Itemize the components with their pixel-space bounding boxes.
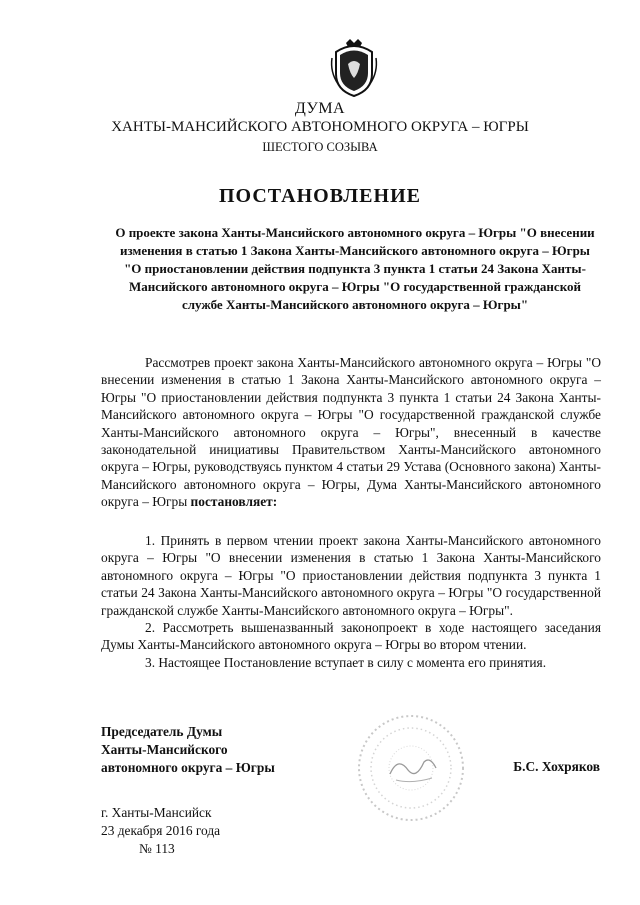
resolution-items <box>101 532 601 671</box>
issue-city: г. Ханты-Мансийск <box>101 805 212 820</box>
signer-position-line-2: Ханты-Мансийского <box>101 742 228 757</box>
resolution-item-2: 2. Рассмотреть вышеназванный законопроект в ходе настоящего заседания Думы Ханты-Мансийского автономного округа – Югры во втором чтении. <box>101 620 601 653</box>
signer-name: Б.С. Хохряков <box>513 759 600 774</box>
intro-text: Рассмотрев проект закона Ханты-Мансийского автономного округа – Югры "О внесении изменения в статью 1 Закона Ханты-Мансийского автономного округа – Югры "О приостановлении действия подпункта 3 пункта 1 статьи 24 Закона Ханты-Мансийского автономного округа – Югры "О государственной гражданской службе Ханты-Мансийского автономного округа – Югры", внесенный в качестве законодательной инициативы Правительством Ханты-Мансийского автономного округа – Югры, руководствуясь пунктом 4 статьи 29 Устава (Основного закона) Ханты-Мансийского автономного округа – Югры, Дума Ханты-Мансийского автономного округа – Югры <box>101 355 601 510</box>
issue-date: 23 декабря 2016 года <box>101 823 221 838</box>
coat-of-arms-icon <box>328 38 380 98</box>
round-seal-stamp-icon <box>352 712 470 824</box>
document-footer <box>101 804 220 858</box>
duma-heading: ДУМА <box>294 100 346 117</box>
document-title: ПОСТАНОВЛЕНИЕ <box>219 185 421 207</box>
document-subject: О проекте закона Ханты-Мансийского автономного округа – Югры "О внесении изменения в статью 1 Закона Ханты-Мансийского автономного округа – Югры "О приостановлении действия подпункта 3 пункта 1 статьи 24 Закона Ханты-Мансийского автономного округа – Югры "О государственной гражданской службе Ханты-Мансийского автономного округа – Югры" <box>115 225 595 312</box>
okrug-heading: ХАНТЫ-МАНСИЙСКОГО АВТОНОМНОГО ОКРУГА – ЮГРЫ <box>111 119 529 135</box>
resolution-item-1: 1. Принять в первом чтении проект закона Ханты-Мансийского автономного округа – Югры "О внесении изменения в статью 1 Закона Ханты-Мансийского автономного округа – Югры "О приостановлении действия подпункта 3 пункта 1 статьи 24 Закона Ханты-Мансийского автономного округа – Югры "О государственной гражданской службе Ханты-Мансийского автономного округа – Югры". <box>101 533 601 618</box>
resolves-word: постановляет: <box>190 494 278 510</box>
signer-position-line-1: Председатель Думы <box>101 724 223 739</box>
resolution-item-3: 3. Настоящее Постановление вступает в силу с момента его принятия. <box>145 654 547 670</box>
intro-paragraph <box>101 354 601 511</box>
signer-position <box>101 723 275 777</box>
signer-position-line-3: автономного округа – Югры <box>101 760 275 775</box>
convocation-heading: ШЕСТОГО СОЗЫВА <box>262 140 378 154</box>
document-number: № 113 <box>139 841 175 856</box>
